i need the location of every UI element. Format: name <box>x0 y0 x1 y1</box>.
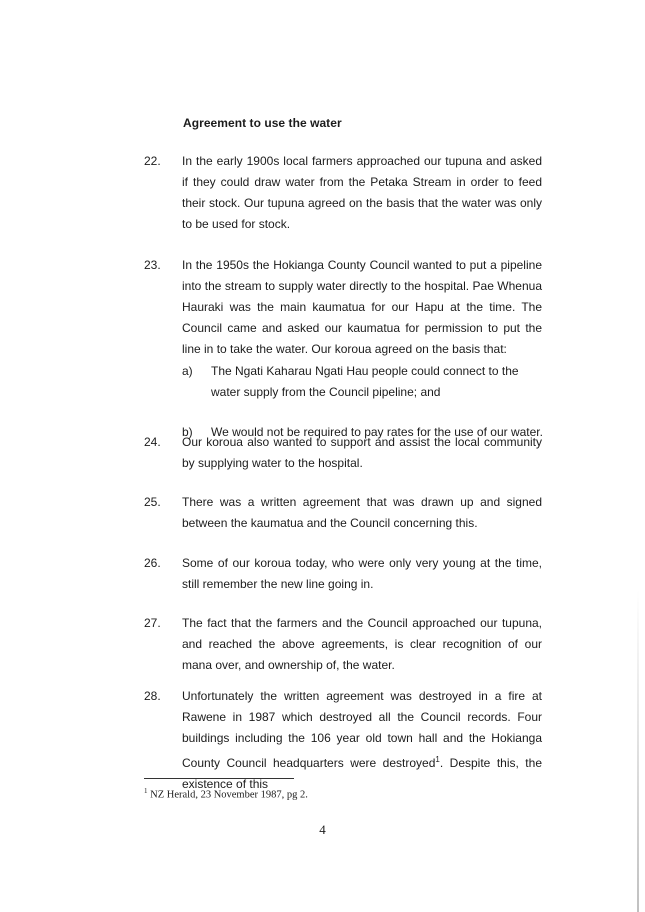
list-item-letter: b) <box>182 425 193 439</box>
paragraph-text: In the 1950s the Hokianga County Council wanted to put a pipeline into the stream to supply water directly to the hospital. Pae Whenua Hauraki was the main kaumatua for our Hapu at the time. The Council came and asked our kaumatua for permission to put the line in to take the water. Our koroua agreed on the basis that: <box>182 258 542 356</box>
paragraph-text: In the early 1900s local farmers approached our tupuna and asked if they could draw water from the Petaka Stream in order to feed their stock. Our tupuna agreed on the basis that the water was only to be used for stock. <box>182 154 542 231</box>
list-item-letter: a) <box>182 364 193 378</box>
paragraph-number: 24. <box>144 435 161 449</box>
paragraph-text: Our koroua also wanted to support and assist the local community by supplying water to the hospital. <box>182 435 542 470</box>
section-heading: Agreement to use the water <box>183 116 342 130</box>
paragraph-text-after-note: . Despite this, the existence of this <box>182 756 542 791</box>
paragraph-number: 26. <box>144 556 161 570</box>
footnote <box>144 784 308 803</box>
paragraph-number: 23. <box>144 258 161 272</box>
paragraph-number: 22. <box>144 154 161 168</box>
paragraph-number: 28. <box>144 689 161 703</box>
list-item-text: The Ngati Kaharau Ngati Hau people could connect to the water supply from the Council pipeline; and <box>211 364 519 399</box>
paragraph-text: There was a written agreement that was drawn up and signed between the kaumatua and the Council concerning this. <box>182 495 542 530</box>
page-number: 4 <box>319 822 326 837</box>
scan-edge-shadow <box>637 590 639 912</box>
footnote-marker: 1 <box>144 787 148 795</box>
paragraph-text: Some of our koroua today, who were only very young at the time, still remember the new line going in. <box>182 556 542 591</box>
paragraph-text: The fact that the farmers and the Council approached our tupuna, and reached the above agreements, is clear recognition of our mana over, and ownership of, the water. <box>182 616 542 672</box>
footnote-divider <box>144 778 294 779</box>
footnote-reference: 1 <box>435 755 440 764</box>
paragraph-number: 27. <box>144 616 161 630</box>
paragraph-number: 25. <box>144 495 161 509</box>
list-item-text: We would not be required to pay rates for the use of our water. <box>211 425 543 439</box>
footnote-text: NZ Herald, 23 November 1987, pg 2. <box>150 789 308 801</box>
paragraph-text-before-note: Unfortunately the written agreement was destroyed in a fire at Rawene in 1987 which destroyed all the Council records. Four buildings including the 106 year old town hall and the Hokianga County Council headquarters were destroyed <box>182 689 542 770</box>
